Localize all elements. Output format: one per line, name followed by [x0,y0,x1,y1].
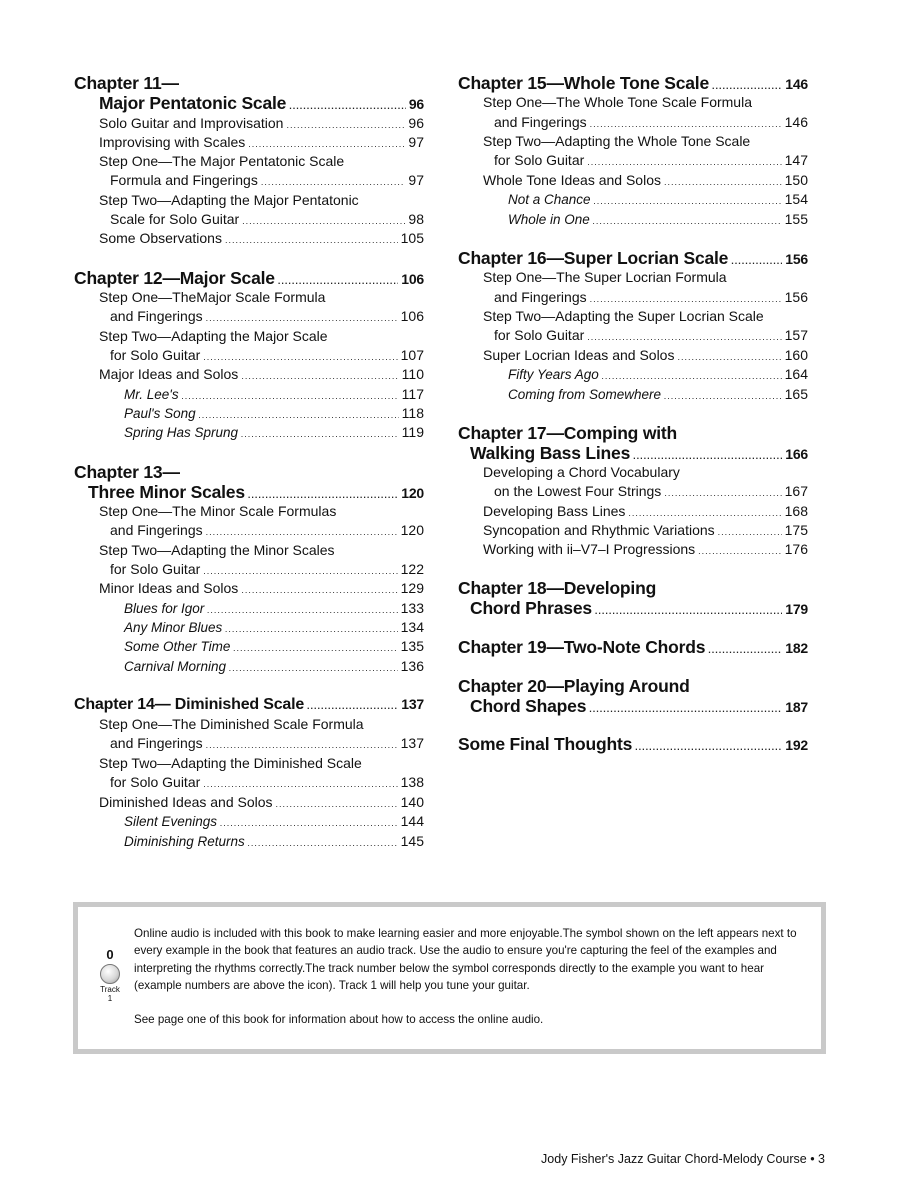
toc-chapter-entry[interactable] [458,73,808,94]
toc-entry-title: Developing Bass Lines [483,503,626,519]
toc-entry-title: Mr. Lee's [124,387,179,402]
toc-page-number: 129 [400,580,424,596]
toc-page-number: 154 [784,191,808,207]
leader-dots [712,81,782,91]
toc-song-entry[interactable] [458,211,808,227]
toc-page-number: 105 [400,230,424,246]
toc-page-number: 117 [401,386,424,402]
toc-entry-title: Diminishing Returns [124,834,245,849]
toc-section-title-line: Step Two—Adapting the Diminished Scale [99,755,362,771]
toc-section-entry[interactable] [74,774,424,790]
leader-dots [248,139,405,149]
toc-song-entry[interactable] [74,600,424,616]
leader-dots [307,701,398,711]
toc-page-number: 147 [784,152,808,168]
toc-section-title-line: Step One—The Diminished Scale Formula [99,716,364,732]
toc-section-title-line: Step One—The Whole Tone Scale Formula [483,94,752,110]
toc-entry-title: Major Ideas and Solos [99,366,239,382]
toc-section-entry[interactable] [458,541,808,557]
toc-chapter-heading: Chapter 20—Playing Around [458,676,690,696]
toc-chapter-entry[interactable] [458,248,808,269]
toc-entry-title: Major Pentatonic Scale [99,93,287,113]
toc-page-number: 97 [408,172,424,188]
toc-page-number: 106 [400,308,424,324]
toc-section-entry[interactable] [74,134,424,150]
leader-dots [206,527,398,537]
toc-entry-title: Any Minor Blues [124,620,223,635]
toc-section-title-line: Step Two—Adapting the Major Scale [99,328,328,344]
leader-dots [590,294,782,304]
toc-entry-title: Working with ii–V7–I Progressions [483,541,696,557]
toc-page-number: 150 [784,172,808,188]
toc-song-entry[interactable] [74,619,424,635]
audio-paragraph: Online audio is included with this book to make learning easier and more enjoyable.The symbol shown on the left appears next to every example in the book that features an audio track. Use the audio to ensure you're capturing the feel of the examples and interpreting the rhythms correctly.The track number below the symbol corresponds directly to the example you want to hear (example numbers are above the icon). Track 1 will help you tune your guitar. [134,927,797,993]
toc-page-number: 192 [785,737,808,753]
toc-page-number: 137 [401,696,424,712]
toc-song-entry[interactable] [458,366,808,382]
leader-dots [590,119,782,129]
toc-entry-title: Blues for Igor [124,601,205,616]
leader-dots [718,527,782,537]
toc-entry-title: on the Lowest Four Strings [494,483,662,499]
leader-dots [633,451,782,461]
toc-page-number: 96 [408,96,424,112]
toc-chapter-entry[interactable] [74,482,424,503]
toc-section-title-line: Step Two—Adapting the Whole Tone Scale [483,133,751,149]
toc-entry-title: and Fingerings [494,114,587,130]
leader-dots [241,371,398,381]
toc-page-number: 164 [784,366,808,382]
toc-page-number: 167 [784,483,808,499]
toc-entry-title: for Solo Guitar [494,327,585,343]
toc-chapter-entry[interactable] [458,734,808,755]
leader-dots [261,177,406,187]
leader-dots [677,352,781,362]
toc-entry-title: for Solo Guitar [494,152,585,168]
example-number: 0 [106,947,114,962]
toc-section-title-line: Step Two—Adapting the Minor Scales [99,542,335,558]
toc-section-title-line: Step One—The Minor Scale Formulas [99,503,337,519]
toc-page-number: 118 [401,405,424,421]
toc-chapter-entry[interactable] [458,637,808,658]
online-audio-info-box [73,902,826,1054]
toc-entry-title: Some Other Time [124,639,231,654]
leader-dots [203,566,397,576]
toc-song-entry[interactable] [458,386,808,402]
leader-dots [664,177,782,187]
toc-page-number: 175 [784,522,808,538]
toc-song-entry[interactable] [74,813,424,829]
toc-page-number: 96 [408,115,424,131]
toc-chapter-heading: Chapter 18—Developing [458,578,657,598]
leader-dots [698,546,781,556]
toc-entry-title: and Fingerings [110,735,203,751]
leader-dots [242,216,405,226]
toc-page-number: 157 [784,327,808,343]
leader-dots [206,740,398,750]
leader-dots [594,196,782,206]
leader-dots [593,216,782,226]
toc-page-number: 110 [401,366,424,382]
leader-dots [276,799,398,809]
toc-page-number: 137 [400,735,424,751]
toc-chapter-entry[interactable] [458,598,808,619]
toc-entry-title: Solo Guitar and Improvisation [99,115,284,131]
toc-page-number: 187 [785,699,808,715]
toc-page-number: 165 [784,386,808,402]
speaker-icon [100,964,120,984]
leader-dots [286,120,405,130]
toc-entry-title: and Fingerings [110,308,203,324]
toc-chapter-entry[interactable] [458,443,808,464]
leader-dots [602,371,782,381]
toc-section-entry[interactable] [458,114,808,130]
leader-dots [229,663,398,673]
toc-entry-title: Three Minor Scales [88,482,245,502]
leader-dots [225,235,398,245]
toc-section-entry[interactable] [74,561,424,577]
toc-page-number: 138 [400,774,424,790]
toc-entry-title: Whole in One [508,212,590,227]
toc-page-number: 156 [785,251,808,267]
toc-page-number: 98 [408,211,424,227]
leader-dots [206,313,398,323]
leader-dots [248,490,398,500]
toc-entry-title: Formula and Fingerings [110,172,258,188]
toc-entry-title: Walking Bass Lines [470,443,631,463]
leader-dots [595,606,782,616]
toc-entry-title: Scale for Solo Guitar [110,211,240,227]
toc-chapter-heading: Chapter 11— [74,73,179,93]
leader-dots [278,276,398,286]
toc-page-number: 140 [400,794,424,810]
toc-song-entry[interactable] [458,191,808,207]
toc-page-number: 122 [400,561,424,577]
toc-page-number: 160 [784,347,808,363]
toc-page-number: 120 [401,485,424,501]
toc-section-entry[interactable] [458,522,808,538]
toc-entry-title: Whole Tone Ideas and Solos [483,172,661,188]
toc-section-entry[interactable] [458,289,808,305]
toc-entry-title: Fifty Years Ago [508,367,599,382]
leader-dots [225,624,397,634]
toc-section-entry[interactable] [74,211,424,227]
toc-page-number: 168 [784,503,808,519]
toc-section-entry[interactable] [458,503,808,519]
toc-section-entry[interactable] [74,522,424,538]
toc-page-number: 179 [785,601,808,617]
track-number: 1 [107,994,113,1003]
toc-page-number: 156 [784,289,808,305]
leader-dots [182,391,399,401]
toc-section-entry[interactable] [458,483,808,499]
leader-dots [233,643,397,653]
toc-entry-title: for Solo Guitar [110,347,201,363]
toc-song-entry[interactable] [74,405,424,421]
toc-entry-title: Chapter 15—Whole Tone Scale [458,73,709,93]
toc-entry-title: Chapter 14— Diminished Scale [74,696,305,713]
toc-song-entry[interactable] [74,833,424,849]
toc-entry-title: Chapter 19—Two-Note Chords [458,637,706,657]
audio-paragraph: See page one of this book for information about how to access the online audio. [134,1012,544,1026]
toc-section-entry[interactable] [458,172,808,188]
toc-chapter-entry[interactable] [74,696,424,714]
toc-page-number: 166 [785,446,808,462]
leader-dots [241,429,399,439]
toc-chapter-entry[interactable] [458,696,808,717]
toc-page-number: 176 [784,541,808,557]
leader-dots [241,585,397,595]
toc-section-entry[interactable] [74,230,424,246]
toc-entry-title: Chord Shapes [470,696,587,716]
leader-dots [587,332,781,342]
toc-entry-title: Carnival Morning [124,659,227,674]
toc-chapter-entry[interactable] [74,93,424,114]
toc-song-entry[interactable] [74,638,424,654]
leader-dots [635,742,782,752]
toc-page-number: 120 [400,522,424,538]
leader-dots [199,410,399,420]
toc-page-number: 145 [400,833,424,849]
toc-entry-title: Diminished Ideas and Solos [99,794,273,810]
toc-entry-title: Some Final Thoughts [458,734,633,754]
leader-dots [220,818,398,828]
toc-entry-title: Paul's Song [124,406,196,421]
leader-dots [248,838,398,848]
toc-entry-title: Chord Phrases [470,598,592,618]
toc-entry-title: and Fingerings [110,522,203,538]
leader-dots [203,352,397,362]
toc-chapter-entry[interactable] [74,268,424,289]
toc-section-entry[interactable] [74,308,424,324]
toc-section-entry[interactable] [74,115,424,131]
toc-section-title-line: Step Two—Adapting the Major Pentatonic [99,192,359,208]
toc-section-entry[interactable] [458,347,808,363]
leader-dots [731,256,782,266]
audio-info-text [134,925,814,1028]
toc-entry-title: Improvising with Scales [99,134,246,150]
toc-entry-title: and Fingerings [494,289,587,305]
toc-entry-title: Some Observations [99,230,222,246]
toc-page-number: 135 [400,638,424,654]
toc-entry-title: Coming from Somewhere [508,387,662,402]
toc-entry-title: Minor Ideas and Solos [99,580,239,596]
toc-entry-title: for Solo Guitar [110,774,201,790]
toc-page-number: 133 [400,600,424,616]
leader-dots [628,508,781,518]
toc-chapter-heading: Chapter 13— [74,462,180,482]
leader-dots [664,488,781,498]
leader-dots [207,605,397,615]
toc-entry-title: Spring Has Sprung [124,425,239,440]
toc-song-entry[interactable] [74,658,424,674]
toc-section-entry[interactable] [74,735,424,751]
toc-section-entry[interactable] [458,327,808,343]
audio-track-symbol [96,947,124,1003]
leader-dots [589,704,782,714]
toc-page-number: 107 [400,347,424,363]
toc-chapter-heading: Chapter 17—Comping with [458,423,678,443]
toc-section-entry[interactable] [74,794,424,810]
toc-page-number: 136 [400,658,424,674]
leader-dots [203,779,397,789]
toc-section-entry[interactable] [458,152,808,168]
leader-dots [289,101,406,111]
leader-dots [664,391,782,401]
toc-section-entry[interactable] [74,347,424,363]
track-label: Track [100,985,120,994]
toc-section-title-line: Step One—The Major Pentatonic Scale [99,153,345,169]
toc-page-number: 134 [400,619,424,635]
toc-section-title-line: Step One—The Super Locrian Formula [483,269,727,285]
toc-section-title-line: Step One—TheMajor Scale Formula [99,289,326,305]
toc-page-number: 119 [401,424,424,440]
toc-page-number: 182 [785,640,808,656]
toc-entry-title: Silent Evenings [124,814,218,829]
page-footer: Jody Fisher's Jazz Guitar Chord-Melody Course • 3 [541,1152,825,1166]
toc-entry-title: Chapter 12—Major Scale [74,268,275,288]
toc-page-number: 146 [785,76,808,92]
toc-page-number: 144 [400,813,424,829]
toc-page-number: 106 [401,271,424,287]
toc-section-title-line: Developing a Chord Vocabulary [483,464,680,480]
toc-song-entry[interactable] [74,424,424,440]
toc-entry-title: Super Locrian Ideas and Solos [483,347,675,363]
toc-entry-title: Not a Chance [508,192,591,207]
toc-section-entry[interactable] [74,172,424,188]
toc-page-number: 97 [408,134,424,150]
toc-section-entry[interactable] [74,366,424,382]
toc-entry-title: Chapter 16—Super Locrian Scale [458,248,729,268]
toc-page-number: 155 [784,211,808,227]
toc-entry-title: for Solo Guitar [110,561,201,577]
leader-dots [708,645,782,655]
toc-song-entry[interactable] [74,386,424,402]
leader-dots [587,157,781,167]
toc-entry-title: Syncopation and Rhythmic Variations [483,522,715,538]
toc-page-number: 146 [784,114,808,130]
toc-section-title-line: Step Two—Adapting the Super Locrian Scale [483,308,764,324]
toc-section-entry[interactable] [74,580,424,596]
